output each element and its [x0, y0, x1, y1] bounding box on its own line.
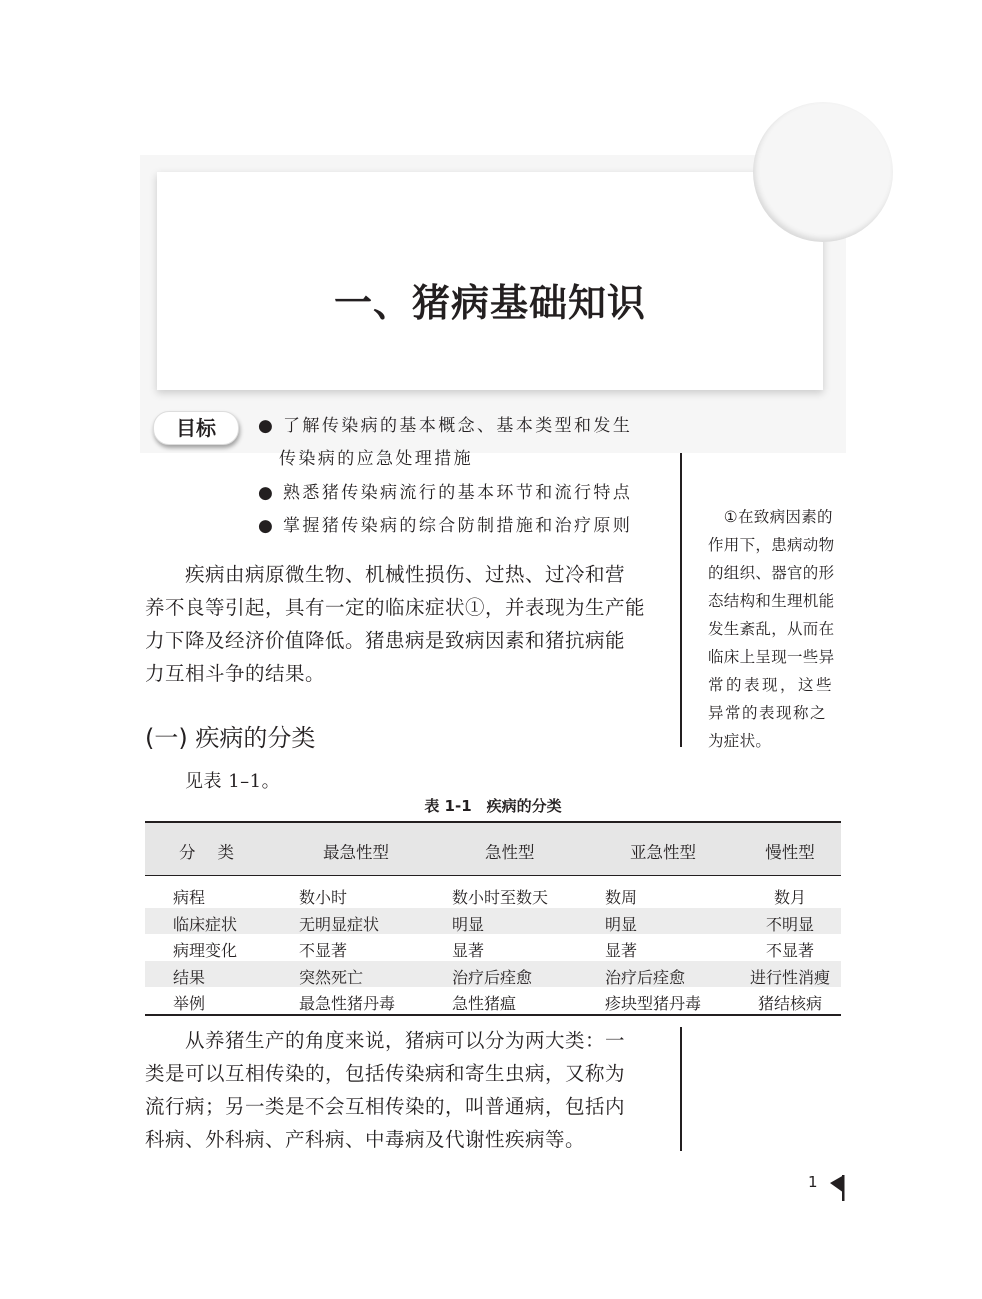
section-heading: (一) 疾病的分类: [145, 724, 316, 752]
table-cell: 病程: [173, 888, 206, 907]
goal-item-continued: 传染病的应急处理措施: [279, 449, 473, 469]
table-cell: 病理变化: [173, 941, 238, 960]
side-note-line: 常的表现，这些: [708, 676, 835, 694]
table-cell: 不显著: [765, 941, 814, 960]
table-cell: 疹块型猪丹毒: [605, 994, 702, 1013]
paragraph-line: 类是可以互相传染的，包括传染病和寄生虫病，又称为: [145, 1062, 626, 1085]
goals-label: 目标: [153, 411, 239, 445]
chapter-title: 一、猪病基础知识: [333, 281, 646, 325]
table-cell: 最急性猪丹毒: [299, 994, 396, 1013]
table-cell: 明显: [605, 914, 638, 934]
table-cell: 数周: [605, 888, 638, 907]
table-cell: 结果: [173, 967, 206, 987]
table-cell: 无明显症状: [299, 914, 380, 934]
goal-item: ● 掌握猪传染病的综合防制措施和治疗原则: [258, 516, 633, 536]
side-note-line: 发生紊乱，从而在: [708, 620, 835, 638]
table-cell: 进行性消瘦: [749, 967, 830, 987]
header-cell: 亚急性型: [630, 843, 696, 862]
paragraph-line: 力互相斗争的结果。: [145, 662, 326, 685]
table-cell: 明显: [452, 914, 485, 934]
header-cell: 急性型: [485, 843, 535, 862]
side-note-line: 态结构和生理机能: [708, 592, 835, 610]
side-note-line: ①在致病因素的: [708, 508, 833, 526]
side-note-line: 作用下，患病动物: [708, 536, 835, 554]
table-cell: 临床症状: [173, 914, 238, 934]
page-marker-triangle-icon: [828, 1172, 848, 1202]
card-corner-cut: [753, 102, 893, 242]
table-cell: 治疗后痊愈: [605, 967, 686, 987]
side-note-line: 异常的表现称之: [708, 704, 828, 722]
paragraph-line: 流行病；另一类是不会互相传染的，叫普通病，包括内: [145, 1095, 626, 1118]
margin-rule: [680, 453, 682, 747]
table-row: [145, 908, 841, 935]
goal-item: ● 了解传染病的基本概念、基本类型和发生: [258, 416, 633, 436]
table-cell: 显著: [605, 941, 638, 960]
page-number: 1: [808, 1173, 818, 1191]
header-cell: 慢性型: [765, 843, 815, 862]
table-cell: 数小时至数天: [452, 888, 549, 907]
table-cell: 数月: [773, 888, 806, 907]
margin-rule: [680, 1027, 682, 1151]
goal-item: ● 熟悉猪传染病流行的基本环节和流行特点: [258, 483, 633, 503]
paragraph-line: 疾病由病原微生物、机械性损伤、过热、过冷和营: [145, 563, 626, 586]
table-reference: 见表 1–1。: [185, 771, 281, 792]
side-note-line: 的组织、器官的形: [708, 564, 835, 582]
table-cell: 数小时: [299, 888, 348, 907]
table-row: [145, 987, 841, 1014]
classification-table: [145, 821, 841, 1016]
paragraph-line: 科病、外科病、产科病、中毒病及代谢性疾病等。: [145, 1128, 586, 1151]
header-cell: 分类: [179, 843, 256, 862]
table-caption: 表 1-1 疾病的分类: [424, 797, 562, 815]
paragraph-line: 养不良等引起，具有一定的临床症状①，并表现为生产能: [145, 596, 646, 619]
table-cell: 猪结核病: [757, 994, 822, 1013]
table-cell: 急性猪瘟: [452, 994, 517, 1013]
table-row: [145, 961, 841, 988]
side-note-line: 为症状。: [708, 732, 772, 750]
table-cell: 突然死亡: [299, 967, 364, 987]
table-header-row: [145, 823, 841, 876]
table-cell: 显著: [452, 941, 485, 960]
table-cell: 举例: [173, 994, 206, 1013]
table-row: [145, 934, 841, 961]
header-cell: 最急性型: [323, 843, 389, 862]
paragraph-line: 从养猪生产的角度来说，猪病可以分为两大类：一: [145, 1029, 626, 1052]
table-row: [145, 881, 841, 908]
side-note-line: 临床上呈现一些异: [708, 648, 835, 666]
table-cell: 不明显: [765, 914, 814, 934]
paragraph-line: 力下降及经济价值降低。猪患病是致病因素和猪抗病能: [145, 629, 626, 652]
table-cell: 治疗后痊愈: [452, 967, 533, 987]
table-cell: 不显著: [299, 941, 348, 960]
